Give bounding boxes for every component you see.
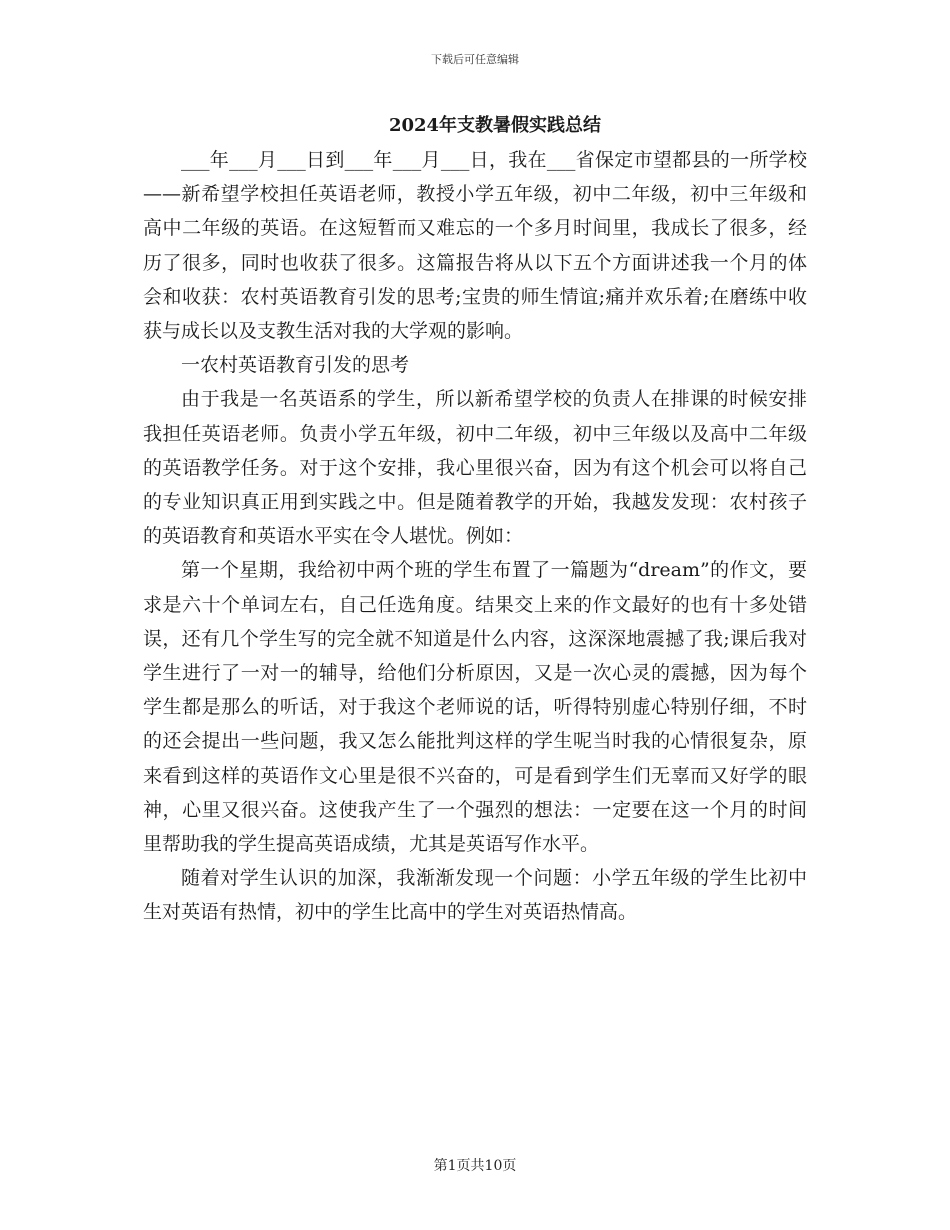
document-title: 2024年支教暑假实践总结 xyxy=(388,115,602,136)
paragraph: 第一个星期，我给初中两个班的学生布置了一篇题为“dream”的作文，要求是六十个单词左右，自己任选角度。结果交上来的作文最好的也有十多处错误，还有几个学生写的完全就不知道是什么内容，这深深地震撼了我;课后我对学生进行了一对一的辅导，给他们分析原因，又是一次心灵的震撼，因为每个学生都是那么的听话，对于我这个老师说的话，听得特别虚心特别仔细，不时的还会提出一些问题，我又怎么能批判这样的学生呢当时我的心情很复杂，原来看到这样的英语作文心里是很不兴奋的，可是看到学生们无辜而又好学的眼神，心里又很兴奋。这使我产生了一个强烈的想法：一定要在这一个月的时间里帮助我的学生提高英语成绩，尤其是英语写作水平。 xyxy=(143,559,807,856)
paragraph-intro: ___年___月___日到___年___月___日，我在___省保定市望都县的一所学校——新希望学校担任英语老师，教授小学五年级，初中二年级，初中三年级和高中二年级的英语。在这短暂而又难忘的一个多月时间里，我成长了很多，经历了很多，同时也收获了很多。这篇报告将从以下五个方面讲述我一个月的体会和收获：农村英语教育引发的思考;宝贵的师生情谊;痛并欢乐着;在磨练中收获与成长以及支教生活对我的大学观的影响。 xyxy=(143,149,807,343)
paragraph: 随着对学生认识的加深，我渐渐发现一个问题：小学五年级的学生比初中生对英语有热情，初中的学生比高中的学生对英语热情高。 xyxy=(143,867,807,924)
paragraph: 由于我是一名英语系的学生，所以新希望学校的负责人在排课的时候安排我担任英语老师。负责小学五年级，初中二年级，初中三年级以及高中二年级的英语教学任务。对于这个安排，我心里很兴奋，因为有这个机会可以将自己的专业知识真正用到实践之中。但是随着教学的开始，我越发发现：农村孩子的英语教育和英语水平实在令人堪忧。例如： xyxy=(143,388,807,548)
page-number: 第1页共10页 xyxy=(433,1158,517,1174)
document-body xyxy=(143,143,807,930)
section-heading-1: 一农村英语教育引发的思考 xyxy=(181,354,410,377)
page-header: 下载后可任意编辑 xyxy=(431,53,519,66)
